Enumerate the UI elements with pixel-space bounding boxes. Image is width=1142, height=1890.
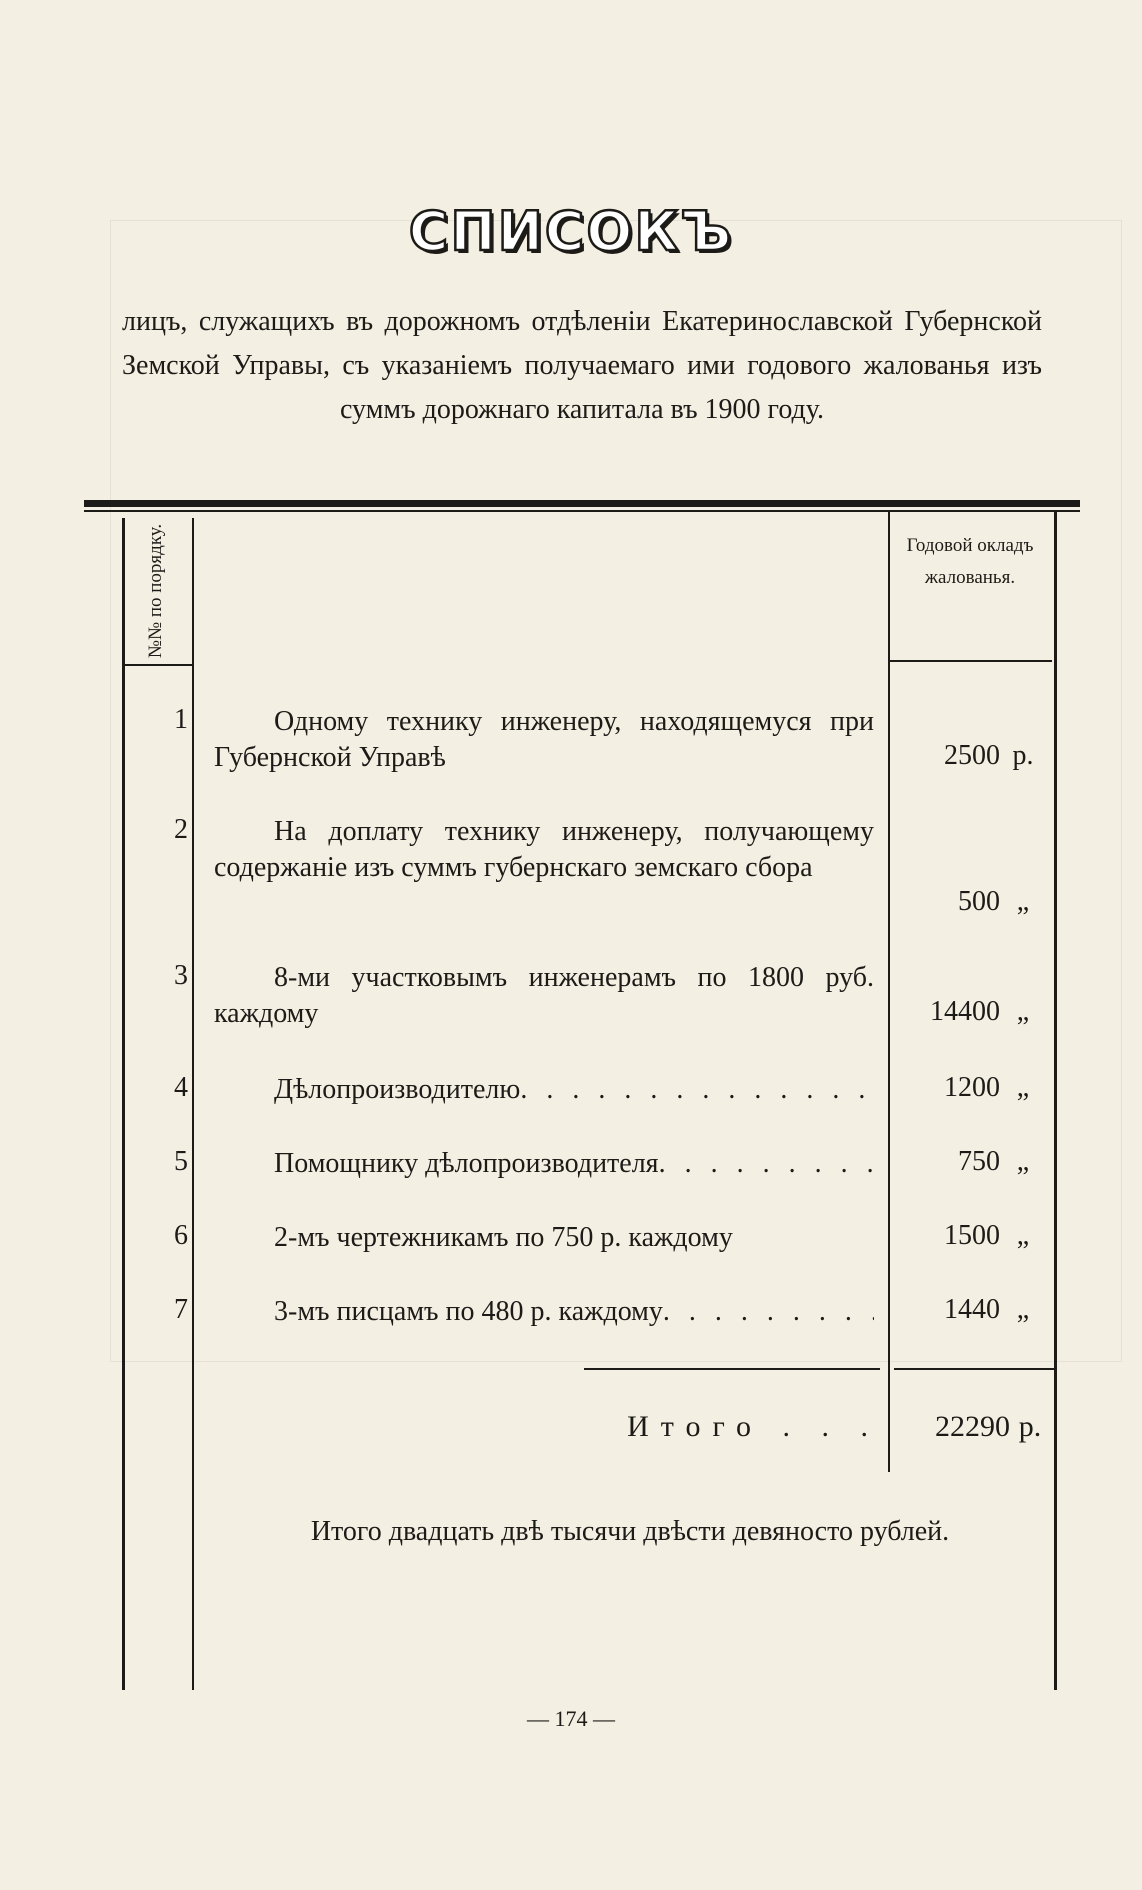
row-number: 5 <box>174 1146 188 1177</box>
salary-column-header: Годовой окладъ жалованья. <box>906 535 1034 588</box>
row-number: 3 <box>174 960 188 991</box>
row-number: 6 <box>174 1220 188 1251</box>
row-description: Помощнику дѣлопроизводителя . . . <box>214 1146 874 1182</box>
row-amount: 1200 „ <box>944 1072 1030 1103</box>
document-subtitle: лицъ, служащихъ въ дорожномъ отдѣленіи Екатеринославской Губернской Земской Управы, съ указаніемъ получаемаго ими годового жалованья изъ суммъ дорожнаго капитала въ 1900 году. <box>122 306 1042 425</box>
row-description: На доплату технику инженеру, получающему содержаніе изъ суммъ губернскаго земскаго сбора <box>214 816 874 883</box>
total-label: Итого . . . <box>627 1410 880 1443</box>
sum-line-salary <box>894 1368 1054 1370</box>
row-number: 7 <box>174 1294 188 1325</box>
row-amount: 500 „ <box>958 886 1030 917</box>
row-description: 2-мъ чертежникамъ по 750 р. каждому <box>274 1222 733 1253</box>
row-amount: 2500 р. <box>944 740 1034 771</box>
number-column-header: №№ по порядку. <box>145 523 166 659</box>
row-amount: 1440 „ <box>944 1294 1030 1325</box>
row-description: 3-мъ писцамъ по 480 р. каждому . . . <box>214 1294 874 1330</box>
row-description: 8-ми участковымъ инженерамъ по 1800 руб. каждому <box>214 962 874 1029</box>
row-description: Дѣлопроизводителю . . . <box>214 1072 874 1108</box>
number-header-underline <box>124 664 192 666</box>
row-number: 2 <box>174 814 188 845</box>
row-amount: 1500 „ <box>944 1220 1030 1251</box>
table-top-rule <box>84 500 1080 507</box>
document-title: СПИСОКЪ <box>408 200 734 263</box>
row-number: 4 <box>174 1072 188 1103</box>
row-amount: 14400 „ <box>930 996 1030 1027</box>
salary-header-underline <box>890 660 1052 662</box>
salary-column-left-divider <box>888 512 890 1472</box>
row-description: Одному технику инженеру, находящемуся при Губернской Управѣ <box>214 706 874 773</box>
total-in-words: Итого двадцать двѣ тысячи двѣсти девяносто рублей. <box>310 1516 950 1547</box>
sum-line-description <box>584 1368 880 1370</box>
number-column-divider <box>192 518 194 1690</box>
total-amount: 22290 р. <box>935 1410 1042 1443</box>
table-top-rule-thin <box>84 510 1080 512</box>
table-left-border <box>122 518 125 1690</box>
page-number: — 174 — <box>527 1706 615 1731</box>
row-number: 1 <box>174 704 188 735</box>
row-amount: 750 „ <box>958 1146 1030 1177</box>
